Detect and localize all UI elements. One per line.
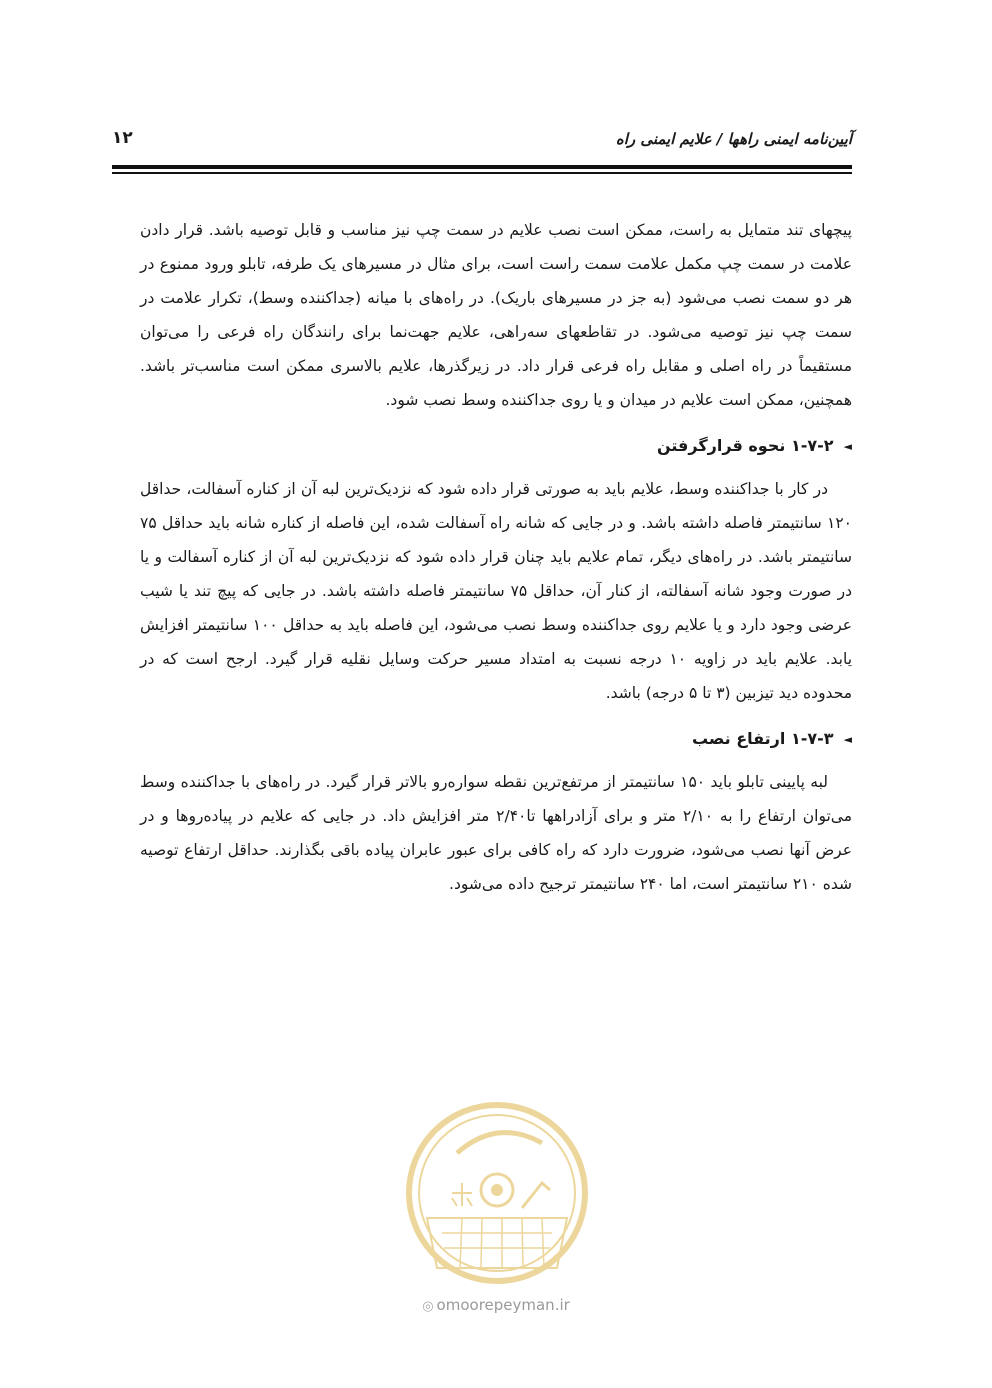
globe-icon: ◎ — [422, 1299, 434, 1314]
bullet-icon: ◄ — [843, 733, 852, 746]
header-rule-thick — [112, 165, 852, 169]
footer-site-text: omoorepeyman.ir — [436, 1296, 570, 1314]
paragraph-2: در کار با جداکننده وسط، علایم باید به صورتی قرار داده شود که نزدیک‌ترین لبه آن از کناره آسفالت، حداقل ۱۲۰ سانتیمتر فاصله داشته باشد. و در جایی که شانه راه آسفالت شده، این فاصله از کناره شانه باید حداقل ۷۵ سانتیمتر باشد. در راه‌های دیگر، تمام علایم باید چنان قرار داده شود که نزدیک‌ترین لبه آن از کناره آسفالت و یا در صورت وجود شانه آسفالته، از کنار آن، حداقل ۷۵ سانتیمتر فاصله داشته باشد. در جایی که پیچ تند یا شیب عرضی وجود دارد و یا علایم روی جداکننده وسط نصب می‌شود، این فاصله باید به حداقل ۱۰۰ سانتیمتر افزایش یابد. علایم باید در زاویه ۱۰ درجه نسبت به امتداد مسیر حرکت وسایل نقلیه قرار گیرد. ارجح است که در محدوده دید تیزبین (۳ تا ۵ درجه) باشد. — [140, 480, 853, 702]
header-rule-thin — [112, 172, 852, 174]
watermark-seal-icon — [382, 1098, 612, 1288]
section-heading-height — [140, 722, 852, 757]
footer-site — [0, 1296, 992, 1314]
header-title: آیین‌نامه ایمنی راهها / علایم ایمنی راه — [615, 130, 852, 148]
paragraph-3: لبه پایینی تابلو باید ۱۵۰ سانتیمتر از مرتفع‌ترین نقطه سواره‌رو بالاتر قرار گیرد. در راه‌های با جداکننده وسط می‌توان ارتفاع را به ۲/۱۰ متر و برای آزادراهها تا۲/۴۰ متر افزایش داد. در جایی که علایم در پیاده‌روها و در عرض آنها نصب می‌شود، ضرورت دارد که راه کافی برای عبور عابران پیاده باقی بگذارند. حداقل ارتفاع توصیه شده ۲۱۰ سانتیمتر است، اما ۲۴۰ سانتیمتر ترجیح داده می‌شود. — [140, 773, 852, 893]
section-heading-placement — [140, 429, 852, 464]
bullet-icon: ◄ — [843, 440, 852, 453]
page-number: ۱۲ — [112, 128, 133, 148]
section-heading-height-text: ۱-۷-۳ ارتفاع نصب — [691, 729, 834, 748]
section-heading-placement-text: ۱-۷-۲ نحوه قرارگرفتن — [657, 436, 834, 455]
watermark-logo — [382, 1098, 612, 1288]
body-content — [140, 213, 852, 901]
page-header — [112, 126, 852, 156]
paragraph-1: پیچهای تند متمایل به راست، ممکن است نصب علایم در سمت چپ نیز مناسب و قابل توصیه باشد. قرار دادن علامت در سمت چپ مکمل علامت سمت راست است، برای مثال در مسیرهای یک طرفه، تابلو ورود ممنوع در هر دو سمت نصب می‌شود (به جز در مسیرهای باریک). در راه‌های با میانه (جداکننده وسط)، تکرار علامت در سمت چپ نیز توصیه می‌شود. در تقاطعهای سه‌راهی، علایم جهت‌نما برای رانندگان راه فرعی را می‌توان مستقیماً در راه اصلی و مقابل راه فرعی قرار داد. در زیرگذرها، علایم بالاسری ممکن است مناسب‌تر باشد. همچنین، ممکن است علایم در میدان و یا روی جداکننده وسط نصب شود. — [140, 221, 852, 409]
